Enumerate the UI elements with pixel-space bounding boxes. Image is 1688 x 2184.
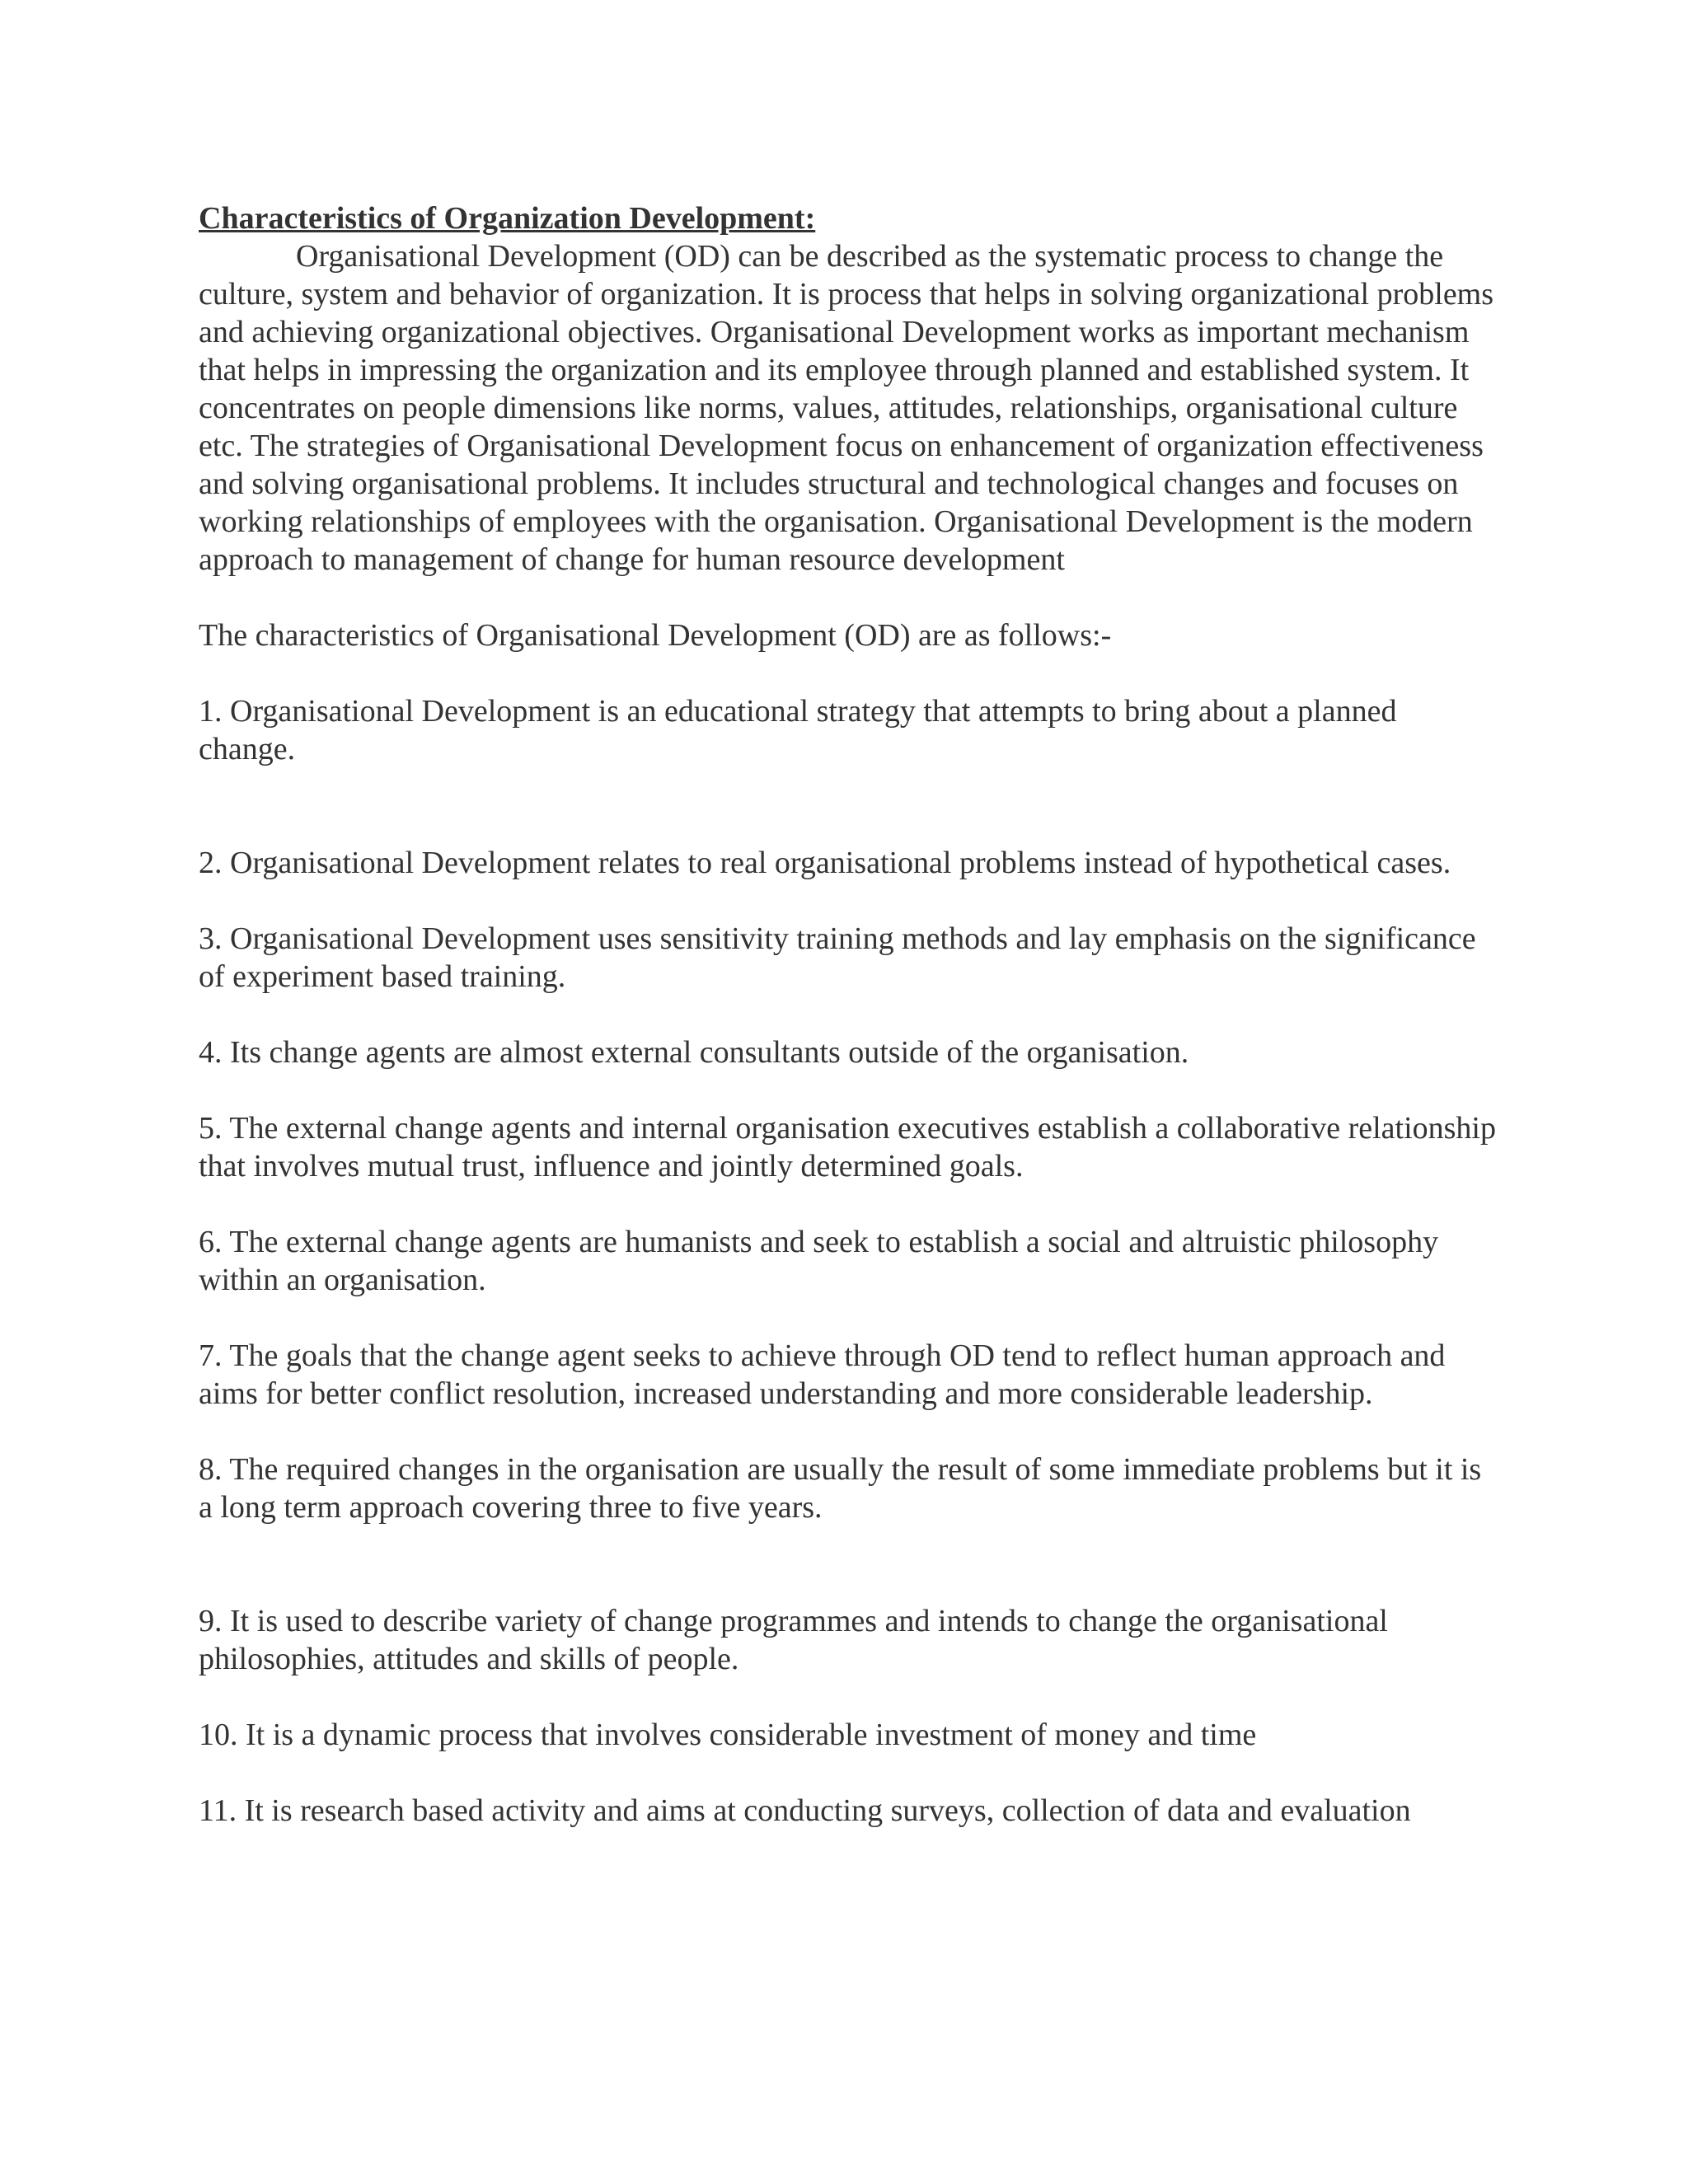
characteristic-item-2: 2. Organisational Development relates to real organisational problems instead of hypothetical cases. (199, 846, 1451, 880)
characteristic-item-5: 5. The external change agents and internal organisation executives establish a collaborative relationship that involves mutual trust, influence and jointly determined goals. (199, 1111, 1496, 1183)
characteristic-item-4: 4. Its change agents are almost external consultants outside of the organisation. (199, 1035, 1189, 1070)
characteristic-item-7: 7. The goals that the change agent seeks to achieve through OD tend to reflect human approach and aims for better conflict resolution, increased understanding and more considerable leadership. (199, 1338, 1446, 1411)
characteristic-item-10: 10. It is a dynamic process that involves considerable investment of money and time (199, 1718, 1257, 1752)
characteristic-item-8: 8. The required changes in the organisation are usually the result of some immediate problems but it is a long term approach covering three to five years. (199, 1452, 1482, 1525)
document-body (199, 199, 1501, 1830)
characteristic-item-11: 11. It is research based activity and aims at conducting surveys, collection of data and evaluation (199, 1793, 1411, 1828)
document-heading: Characteristics of Organization Development: (199, 201, 816, 236)
characteristic-item-6: 6. The external change agents are humanists and seek to establish a social and altruistic philosophy within an organisation. (199, 1225, 1439, 1297)
list-lead-sentence: The characteristics of Organisational Development (OD) are as follows:- (199, 618, 1112, 653)
characteristic-item-9: 9. It is used to describe variety of change programmes and intends to change the organisational philosophies, attitudes and skills of people. (199, 1604, 1388, 1676)
intro-paragraph: Organisational Development (OD) can be described as the systematic process to change the culture, system and behavior of organization. It is process that helps in solving organizational problems and achieving organizational objectives. Organisational Development works as important mechanism that helps in impressing the organization and its employee through planned and established system. It concentrates on people dimensions like norms, values, attitudes, relationships, organisational culture etc. The strategies of Organisational Development focus on enhancement of organization effectiveness and solving organisational problems. It includes structural and technological changes and focuses on working relationships of employees with the organisation. Organisational Development is the modern approach to management of change for human resource development (199, 239, 1494, 577)
characteristic-item-1: 1. Organisational Development is an educational strategy that attempts to bring about a planned change. (199, 694, 1397, 766)
characteristic-item-3: 3. Organisational Development uses sensitivity training methods and lay emphasis on the significance of experiment based training. (199, 921, 1476, 994)
